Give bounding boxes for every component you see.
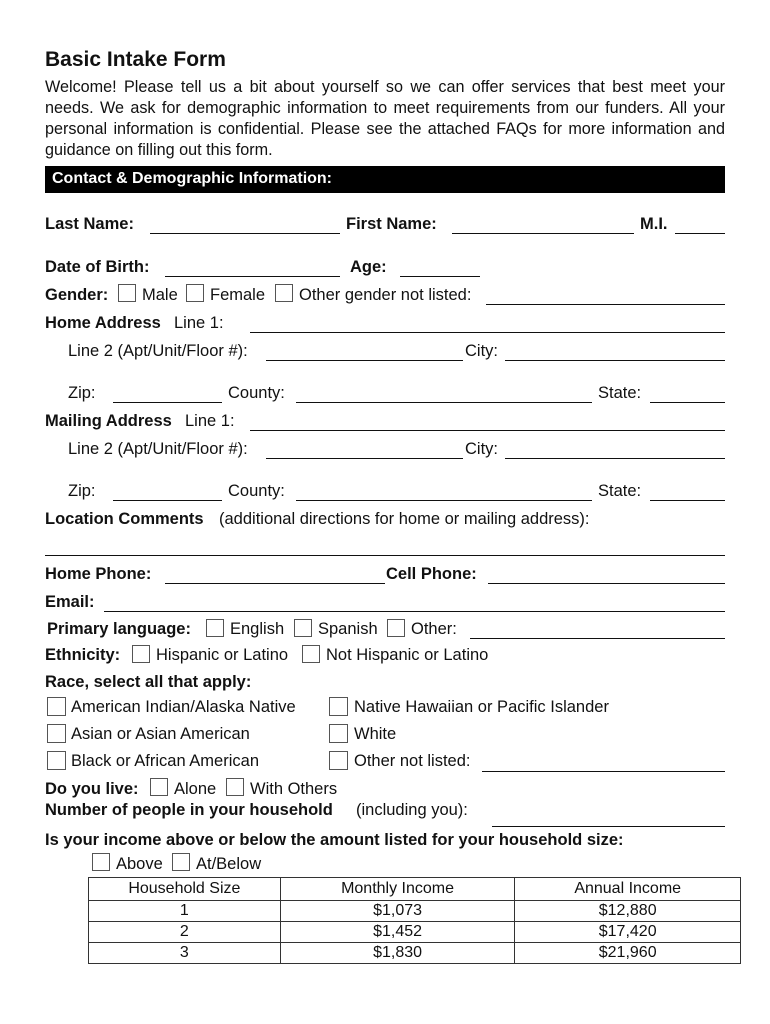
table-cell: $21,960 [515,943,741,964]
mailing-address-label: Mailing Address [45,412,172,430]
above-label: Above [116,855,163,873]
email-label: Email: [45,593,95,611]
home-zip-label: Zip: [68,384,96,402]
race-nh-checkbox[interactable] [329,697,348,716]
mi-label: M.I. [640,215,668,233]
female-label: Female [210,286,266,304]
mailing-zip-label: Zip: [68,482,96,500]
dob-field[interactable] [165,276,340,277]
race-other-field[interactable] [482,771,725,772]
first-name-field[interactable] [452,233,634,234]
table-cell: 3 [89,943,281,964]
table-cell: 2 [89,922,281,943]
race-white-label: White [354,725,397,743]
table-header: Household Size [89,878,281,901]
location-comments-field[interactable] [45,555,725,556]
table-header: Annual Income [515,878,741,901]
other-gender-label: Other gender not listed: [299,286,472,304]
home-state-field[interactable] [650,402,725,403]
first-name-label: First Name: [346,215,437,233]
form-title: Basic Intake Form [45,48,226,71]
household-field[interactable] [492,826,725,827]
home-line2-field[interactable] [266,360,463,361]
home-line2-label: Line 2 (Apt/Unit/Floor #): [68,342,248,360]
email-field[interactable] [104,611,725,612]
other-gender-checkbox[interactable] [275,284,293,302]
gender-label: Gender: [45,286,109,304]
age-field[interactable] [400,276,480,277]
race-nh-label: Native Hawaiian or Pacific Islander [354,698,609,716]
table-row [89,901,741,922]
income-table [88,877,741,964]
with-others-label: With Others [250,780,338,798]
location-comments-note: (additional directions for home or mailing address): [219,510,590,528]
race-white-checkbox[interactable] [329,724,348,743]
hispanic-label: Hispanic or Latino [156,646,289,664]
other-language-checkbox[interactable] [387,619,405,637]
table-cell: $17,420 [515,922,741,943]
mailing-county-field[interactable] [296,500,592,501]
alone-label: Alone [174,780,217,798]
mailing-county-label: County: [228,482,285,500]
home-zip-field[interactable] [113,402,222,403]
race-asian-checkbox[interactable] [47,724,66,743]
race-other-label: Other not listed: [354,752,471,770]
other-gender-field[interactable] [486,304,725,305]
household-note: (including you): [356,801,468,819]
home-state-label: State: [598,384,642,402]
home-address-label: Home Address [45,314,161,332]
alone-checkbox[interactable] [150,778,168,796]
mailing-line1-label: Line 1: [185,412,235,430]
hispanic-checkbox[interactable] [132,645,150,663]
table-row [89,943,741,964]
mailing-state-field[interactable] [650,500,725,501]
table-cell: $12,880 [515,901,741,922]
home-city-label: City: [465,342,498,360]
mailing-line1-field[interactable] [250,430,725,431]
spanish-label: Spanish [318,620,378,638]
dob-label: Date of Birth: [45,258,150,276]
table-cell: $1,452 [280,922,515,943]
location-comments-label: Location Comments [45,510,204,528]
male-label: Male [142,286,178,304]
not-hispanic-label: Not Hispanic or Latino [326,646,489,664]
other-language-field[interactable] [470,638,725,639]
race-black-label: Black or African American [71,752,259,770]
age-label: Age: [350,258,387,276]
home-phone-field[interactable] [165,583,385,584]
race-ai-checkbox[interactable] [47,697,66,716]
mailing-city-field[interactable] [505,458,725,459]
mailing-city-label: City: [465,440,498,458]
cell-phone-label: Cell Phone: [386,565,477,583]
primary-language-label: Primary language: [47,620,191,638]
last-name-field[interactable] [150,233,340,234]
home-city-field[interactable] [505,360,725,361]
home-county-label: County: [228,384,285,402]
ethnicity-label: Ethnicity: [45,646,121,664]
race-other-checkbox[interactable] [329,751,348,770]
race-asian-label: Asian or Asian American [71,725,250,743]
english-label: English [230,620,285,638]
not-hispanic-checkbox[interactable] [302,645,320,663]
home-line1-field[interactable] [250,332,725,333]
english-checkbox[interactable] [206,619,224,637]
mi-field[interactable] [675,233,725,234]
mailing-line2-field[interactable] [266,458,463,459]
spanish-checkbox[interactable] [294,619,312,637]
home-line1-label: Line 1: [174,314,224,332]
at-below-label: At/Below [196,855,262,873]
with-others-checkbox[interactable] [226,778,244,796]
race-black-checkbox[interactable] [47,751,66,770]
race-ai-label: American Indian/Alaska Native [71,698,296,716]
do-you-live-label: Do you live: [45,780,139,798]
table-header: Monthly Income [280,878,515,901]
mailing-line2-label: Line 2 (Apt/Unit/Floor #): [68,440,248,458]
section-title: Contact & Demographic Information: [52,170,333,187]
income-question: Is your income above or below the amount listed for your household size: [45,831,624,849]
table-header-row [89,878,741,901]
home-phone-label: Home Phone: [45,565,152,583]
table-cell: $1,073 [280,901,515,922]
intro-paragraph: Welcome! Please tell us a bit about yourself so we can offer services that best meet your needs. We ask for demographic information to meet requirements from our funders. All your personal information is confidential. Please see the attached FAQs for more information and guidance on filling out this form. [45,78,725,159]
other-language-label: Other: [411,620,457,638]
cell-phone-field[interactable] [488,583,725,584]
section-header-bar [45,166,725,193]
mailing-state-label: State: [598,482,642,500]
table-cell: $1,830 [280,943,515,964]
table-cell: 1 [89,901,281,922]
last-name-label: Last Name: [45,215,134,233]
mailing-zip-field[interactable] [113,500,222,501]
race-label: Race, select all that apply: [45,673,252,691]
female-checkbox[interactable] [186,284,204,302]
table-row [89,922,741,943]
male-checkbox[interactable] [118,284,136,302]
at-below-checkbox[interactable] [172,853,190,871]
household-label: Number of people in your household [45,801,333,819]
home-county-field[interactable] [296,402,592,403]
above-checkbox[interactable] [92,853,110,871]
